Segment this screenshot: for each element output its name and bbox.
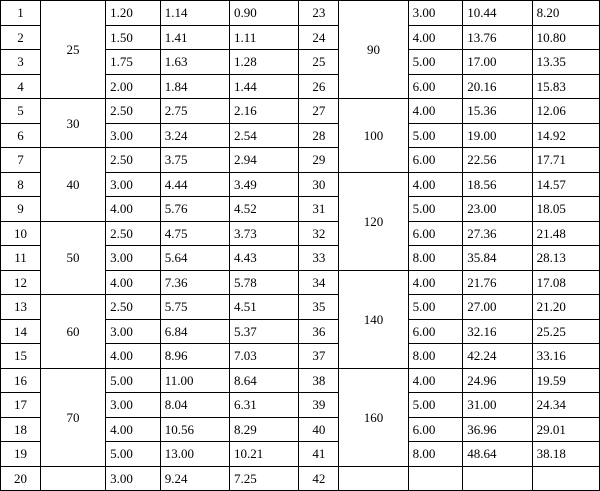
cell-right-index: 36 xyxy=(299,319,339,344)
cell-right-index: 41 xyxy=(299,442,339,467)
cell-right-e: 22.56 xyxy=(463,148,532,173)
cell-right-f: 14.92 xyxy=(532,123,599,148)
cell-right-e: 20.16 xyxy=(463,74,532,99)
cell-right-d: 4.00 xyxy=(408,368,463,393)
cell-left-c: 5.78 xyxy=(230,270,299,295)
cell-right-index: 28 xyxy=(299,123,339,148)
cell-left-group: 30 xyxy=(40,99,105,148)
cell-left-a: 4.00 xyxy=(106,197,161,222)
cell-left-a: 2.00 xyxy=(106,74,161,99)
cell-left-a: 3.00 xyxy=(106,393,161,418)
cell-right-f: 13.35 xyxy=(532,50,599,75)
cell-left-a: 1.75 xyxy=(106,50,161,75)
cell-right-index: 24 xyxy=(299,25,339,50)
cell-left-b: 1.84 xyxy=(160,74,229,99)
cell-left-a: 1.20 xyxy=(106,1,161,26)
cell-right-d: 8.00 xyxy=(408,246,463,271)
cell-right-d: 5.00 xyxy=(408,50,463,75)
cell-right-index: 39 xyxy=(299,393,339,418)
cell-left-b: 7.36 xyxy=(160,270,229,295)
cell-left-a: 5.00 xyxy=(106,368,161,393)
cell-left-b: 5.75 xyxy=(160,295,229,320)
cell-left-c: 1.28 xyxy=(230,50,299,75)
cell-left-index: 7 xyxy=(1,148,41,173)
cell-right-index: 42 xyxy=(299,466,339,491)
cell-right-e: 31.00 xyxy=(463,393,532,418)
cell-right-index: 23 xyxy=(299,1,339,26)
cell-right-d: 8.00 xyxy=(408,442,463,467)
table-body xyxy=(1,1,600,491)
cell-left-index: 12 xyxy=(1,270,41,295)
cell-right-f: 15.83 xyxy=(532,74,599,99)
cell-left-a: 1.50 xyxy=(106,25,161,50)
cell-left-b: 3.24 xyxy=(160,123,229,148)
table-row xyxy=(1,368,600,393)
cell-right-e: 36.96 xyxy=(463,417,532,442)
cell-left-b: 1.63 xyxy=(160,50,229,75)
cell-left-index: 13 xyxy=(1,295,41,320)
cell-left-c: 2.94 xyxy=(230,148,299,173)
cell-right-e: 21.76 xyxy=(463,270,532,295)
cell-left-index: 10 xyxy=(1,221,41,246)
cell-left-c: 3.49 xyxy=(230,172,299,197)
cell-right-e: 18.56 xyxy=(463,172,532,197)
cell-left-index: 3 xyxy=(1,50,41,75)
cell-right-f: 14.57 xyxy=(532,172,599,197)
cell-left-b: 6.84 xyxy=(160,319,229,344)
cell-left-a: 2.50 xyxy=(106,99,161,124)
cell-right-f: 25.25 xyxy=(532,319,599,344)
table-row xyxy=(1,221,600,246)
cell-left-index: 6 xyxy=(1,123,41,148)
cell-left-a: 2.50 xyxy=(106,221,161,246)
cell-right-index: 37 xyxy=(299,344,339,369)
cell-left-b: 13.00 xyxy=(160,442,229,467)
table-row xyxy=(1,1,600,26)
cell-right-d: 4.00 xyxy=(408,270,463,295)
cell-left-b: 5.76 xyxy=(160,197,229,222)
cell-right-d: 5.00 xyxy=(408,393,463,418)
cell-left-b: 11.00 xyxy=(160,368,229,393)
cell-left-b: 4.75 xyxy=(160,221,229,246)
cell-right-f: 18.05 xyxy=(532,197,599,222)
cell-left-a: 2.50 xyxy=(106,148,161,173)
cell-left-b: 8.04 xyxy=(160,393,229,418)
cell-left-index: 15 xyxy=(1,344,41,369)
cell-right-f: 10.80 xyxy=(532,25,599,50)
cell-right-index: 31 xyxy=(299,197,339,222)
cell-right-d xyxy=(408,466,463,491)
cell-right-d: 4.00 xyxy=(408,172,463,197)
cell-left-a: 3.00 xyxy=(106,172,161,197)
cell-left-index: 4 xyxy=(1,74,41,99)
cell-right-e: 19.00 xyxy=(463,123,532,148)
cell-left-index: 1 xyxy=(1,1,41,26)
cell-right-group: 100 xyxy=(339,99,408,173)
cell-right-group xyxy=(339,466,408,491)
cell-right-index: 25 xyxy=(299,50,339,75)
cell-left-c: 3.73 xyxy=(230,221,299,246)
cell-left-b: 1.14 xyxy=(160,1,229,26)
cell-right-f: 12.06 xyxy=(532,99,599,124)
cell-left-c: 1.11 xyxy=(230,25,299,50)
cell-left-a: 4.00 xyxy=(106,270,161,295)
cell-right-group: 120 xyxy=(339,172,408,270)
cell-right-index: 35 xyxy=(299,295,339,320)
cell-left-c: 4.51 xyxy=(230,295,299,320)
cell-left-a: 3.00 xyxy=(106,319,161,344)
cell-right-e: 24.96 xyxy=(463,368,532,393)
cell-right-f: 33.16 xyxy=(532,344,599,369)
cell-right-e: 17.00 xyxy=(463,50,532,75)
cell-right-e: 10.44 xyxy=(463,1,532,26)
cell-right-d: 6.00 xyxy=(408,417,463,442)
cell-left-index: 5 xyxy=(1,99,41,124)
cell-left-a: 2.50 xyxy=(106,295,161,320)
cell-left-c: 6.31 xyxy=(230,393,299,418)
cell-right-d: 6.00 xyxy=(408,221,463,246)
cell-left-c: 4.43 xyxy=(230,246,299,271)
table-row xyxy=(1,295,600,320)
cell-left-group xyxy=(40,466,105,491)
cell-right-index: 26 xyxy=(299,74,339,99)
cell-right-e: 15.36 xyxy=(463,99,532,124)
cell-left-a: 3.00 xyxy=(106,246,161,271)
cell-left-group: 60 xyxy=(40,295,105,369)
cell-right-d: 3.00 xyxy=(408,1,463,26)
cell-left-index: 16 xyxy=(1,368,41,393)
cell-left-index: 17 xyxy=(1,393,41,418)
cell-left-index: 18 xyxy=(1,417,41,442)
cell-left-c: 4.52 xyxy=(230,197,299,222)
cell-left-b: 5.64 xyxy=(160,246,229,271)
cell-right-f: 28.13 xyxy=(532,246,599,271)
cell-right-index: 40 xyxy=(299,417,339,442)
cell-left-b: 10.56 xyxy=(160,417,229,442)
cell-left-c: 7.25 xyxy=(230,466,299,491)
cell-right-e: 35.84 xyxy=(463,246,532,271)
cell-right-e: 23.00 xyxy=(463,197,532,222)
cell-left-group: 40 xyxy=(40,148,105,222)
cell-right-group: 140 xyxy=(339,270,408,368)
cell-right-d: 5.00 xyxy=(408,295,463,320)
cell-left-index: 9 xyxy=(1,197,41,222)
cell-left-group: 70 xyxy=(40,368,105,466)
cell-right-f: 38.18 xyxy=(532,442,599,467)
cell-left-c: 10.21 xyxy=(230,442,299,467)
cell-right-e: 48.64 xyxy=(463,442,532,467)
cell-right-d: 8.00 xyxy=(408,344,463,369)
cell-right-f: 21.48 xyxy=(532,221,599,246)
cell-right-f: 29.01 xyxy=(532,417,599,442)
cell-right-f: 17.71 xyxy=(532,148,599,173)
cell-right-d: 5.00 xyxy=(408,123,463,148)
cell-right-f: 19.59 xyxy=(532,368,599,393)
cell-left-group: 50 xyxy=(40,221,105,295)
cell-left-c: 7.03 xyxy=(230,344,299,369)
cell-right-group: 160 xyxy=(339,368,408,466)
cell-right-f: 8.20 xyxy=(532,1,599,26)
cell-left-a: 3.00 xyxy=(106,466,161,491)
cell-left-c: 0.90 xyxy=(230,1,299,26)
cell-left-b: 3.75 xyxy=(160,148,229,173)
cell-left-index: 19 xyxy=(1,442,41,467)
cell-right-d: 4.00 xyxy=(408,25,463,50)
cell-left-index: 20 xyxy=(1,466,41,491)
cell-left-c: 2.54 xyxy=(230,123,299,148)
cell-right-d: 6.00 xyxy=(408,74,463,99)
cell-right-f: 24.34 xyxy=(532,393,599,418)
cell-right-e: 42.24 xyxy=(463,344,532,369)
cell-right-f xyxy=(532,466,599,491)
table-row xyxy=(1,148,600,173)
cell-right-group: 90 xyxy=(339,1,408,99)
cell-right-e: 13.76 xyxy=(463,25,532,50)
cell-left-c: 8.29 xyxy=(230,417,299,442)
cell-left-b: 8.96 xyxy=(160,344,229,369)
cell-left-index: 8 xyxy=(1,172,41,197)
cell-right-index: 33 xyxy=(299,246,339,271)
cell-left-a: 3.00 xyxy=(106,123,161,148)
cell-left-index: 2 xyxy=(1,25,41,50)
cell-right-e: 27.00 xyxy=(463,295,532,320)
cell-left-b: 2.75 xyxy=(160,99,229,124)
cell-left-a: 4.00 xyxy=(106,344,161,369)
cell-right-index: 30 xyxy=(299,172,339,197)
cell-right-index: 32 xyxy=(299,221,339,246)
table-row xyxy=(1,99,600,124)
cell-left-c: 2.16 xyxy=(230,99,299,124)
cell-right-e: 32.16 xyxy=(463,319,532,344)
cell-right-d: 4.00 xyxy=(408,99,463,124)
cell-left-index: 14 xyxy=(1,319,41,344)
cell-left-b: 1.41 xyxy=(160,25,229,50)
cell-right-index: 29 xyxy=(299,148,339,173)
cell-left-c: 5.37 xyxy=(230,319,299,344)
cell-right-index: 38 xyxy=(299,368,339,393)
cell-left-a: 5.00 xyxy=(106,442,161,467)
cell-left-c: 1.44 xyxy=(230,74,299,99)
cell-left-index: 11 xyxy=(1,246,41,271)
cell-right-d: 6.00 xyxy=(408,319,463,344)
cell-right-index: 27 xyxy=(299,99,339,124)
cell-left-c: 8.64 xyxy=(230,368,299,393)
table-row xyxy=(1,466,600,491)
cell-right-f: 21.20 xyxy=(532,295,599,320)
cell-right-index: 34 xyxy=(299,270,339,295)
cell-left-a: 4.00 xyxy=(106,417,161,442)
cell-right-e xyxy=(463,466,532,491)
cell-left-b: 9.24 xyxy=(160,466,229,491)
cell-left-b: 4.44 xyxy=(160,172,229,197)
cell-left-group: 25 xyxy=(40,1,105,99)
cell-right-e: 27.36 xyxy=(463,221,532,246)
cell-right-d: 5.00 xyxy=(408,197,463,222)
cell-right-f: 17.08 xyxy=(532,270,599,295)
cell-right-d: 6.00 xyxy=(408,148,463,173)
